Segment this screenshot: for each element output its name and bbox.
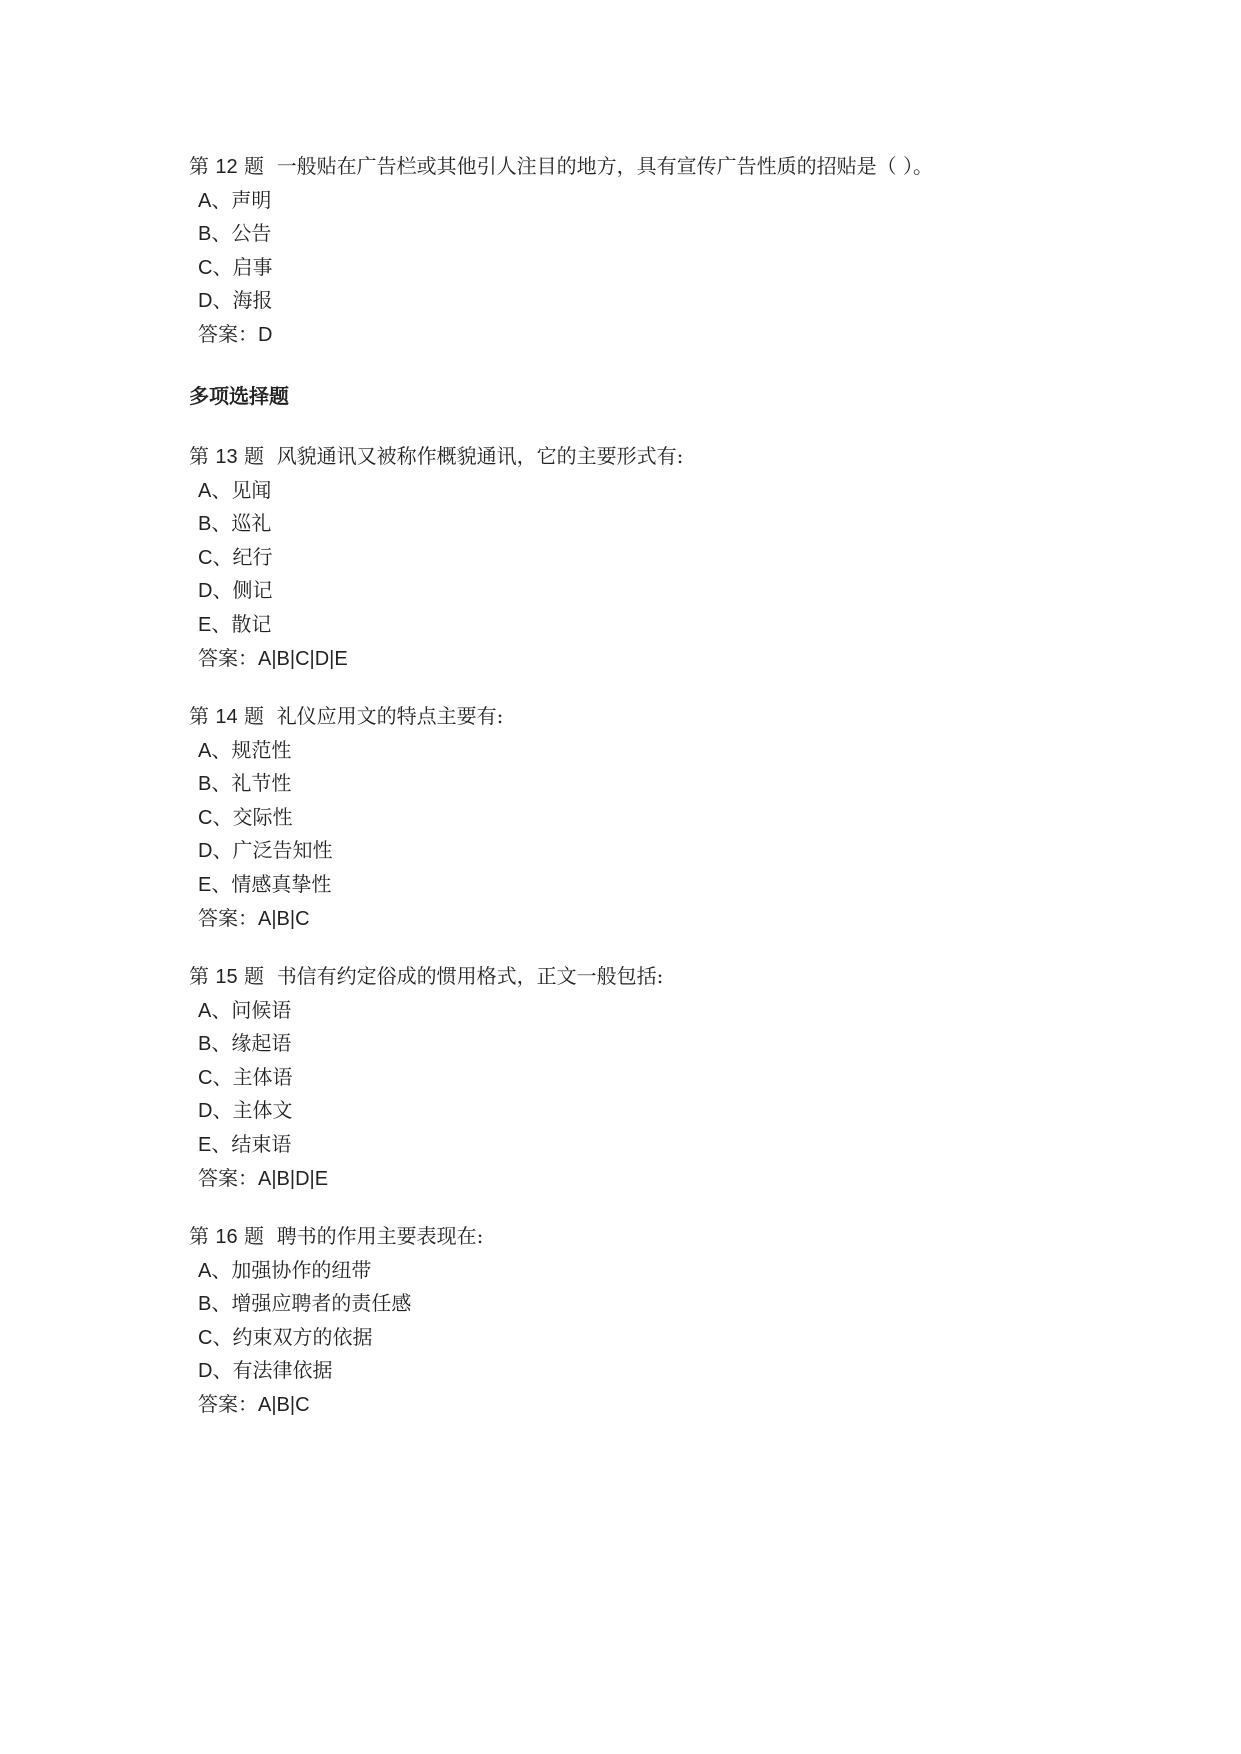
option-text: 约束双方的依据 bbox=[232, 1324, 373, 1349]
question-stem bbox=[189, 440, 683, 474]
option-text: 广泛告知性 bbox=[232, 838, 333, 863]
option-d bbox=[189, 1094, 663, 1128]
question-number: 12 bbox=[215, 156, 238, 178]
option-a bbox=[189, 734, 503, 768]
option-separator: 、 bbox=[212, 1324, 233, 1349]
option-text: 海报 bbox=[232, 288, 273, 313]
answer-line bbox=[189, 642, 683, 676]
answer-label: 答案： bbox=[198, 321, 258, 346]
answer-label: 答案： bbox=[198, 905, 258, 930]
option-separator: 、 bbox=[212, 288, 233, 313]
option-text: 声明 bbox=[231, 187, 272, 212]
question-16 bbox=[189, 1220, 483, 1422]
option-letter: C bbox=[198, 256, 213, 279]
option-d bbox=[189, 1354, 483, 1388]
option-separator: 、 bbox=[212, 578, 233, 603]
question-13 bbox=[189, 440, 683, 675]
option-letter: A bbox=[198, 739, 212, 762]
question-suffix: 题 bbox=[243, 444, 264, 468]
option-text: 纪行 bbox=[232, 544, 273, 569]
option-separator: 、 bbox=[211, 1031, 232, 1056]
answer-line bbox=[189, 318, 933, 352]
option-letter: B bbox=[198, 773, 212, 796]
option-separator: 、 bbox=[211, 1131, 232, 1156]
answer-label: 答案： bbox=[198, 645, 258, 670]
question-stem bbox=[189, 1220, 483, 1254]
option-separator: 、 bbox=[212, 254, 233, 279]
option-separator: 、 bbox=[211, 737, 232, 762]
question-prefix: 第 bbox=[189, 154, 209, 178]
option-c bbox=[189, 801, 503, 835]
option-letter: B bbox=[198, 1033, 212, 1056]
option-separator: 、 bbox=[211, 871, 232, 896]
option-a bbox=[189, 184, 933, 218]
option-letter: D bbox=[198, 580, 213, 603]
option-d bbox=[189, 284, 933, 318]
answer-line bbox=[189, 902, 503, 936]
option-letter: E bbox=[198, 613, 212, 636]
option-a bbox=[189, 474, 683, 508]
option-separator: 、 bbox=[212, 544, 233, 569]
option-a bbox=[189, 994, 663, 1028]
question-14 bbox=[189, 700, 503, 935]
question-12 bbox=[189, 150, 933, 352]
option-text: 情感真挚性 bbox=[231, 871, 332, 896]
option-letter: A bbox=[198, 1259, 212, 1282]
answer-value: D bbox=[258, 323, 273, 346]
answer-line bbox=[189, 1388, 483, 1422]
question-number: 13 bbox=[215, 446, 238, 468]
question-text: 书信有约定俗成的惯用格式，正文一般包括: bbox=[276, 964, 664, 988]
question-suffix: 题 bbox=[243, 154, 264, 178]
option-text: 规范性 bbox=[231, 737, 292, 762]
option-text: 公告 bbox=[231, 221, 272, 246]
option-separator: 、 bbox=[212, 838, 233, 863]
question-text: 一般贴在广告栏或其他引人注目的地方，具有宣传广告性质的招贴是（ ）。 bbox=[276, 154, 934, 178]
question-text: 风貌通讯又被称作概貌通讯，它的主要形式有: bbox=[276, 444, 684, 468]
option-letter: D bbox=[198, 840, 213, 863]
option-e bbox=[189, 1128, 663, 1162]
option-letter: B bbox=[198, 223, 212, 246]
option-letter: E bbox=[198, 1133, 212, 1156]
option-b bbox=[189, 507, 683, 541]
option-separator: 、 bbox=[212, 1098, 233, 1123]
option-text: 有法律依据 bbox=[232, 1358, 333, 1383]
question-text: 礼仪应用文的特点主要有: bbox=[276, 704, 504, 728]
question-number: 15 bbox=[215, 966, 238, 988]
option-c bbox=[189, 541, 683, 575]
option-separator: 、 bbox=[211, 221, 232, 246]
option-letter: A bbox=[198, 189, 212, 212]
option-letter: D bbox=[198, 1100, 213, 1123]
question-prefix: 第 bbox=[189, 704, 209, 728]
option-b bbox=[189, 767, 503, 801]
option-text: 加强协作的纽带 bbox=[231, 1257, 372, 1282]
option-c bbox=[189, 1321, 483, 1355]
option-text: 礼节性 bbox=[231, 771, 292, 796]
option-letter: C bbox=[198, 1066, 213, 1089]
question-15 bbox=[189, 960, 663, 1195]
option-d bbox=[189, 574, 683, 608]
option-text: 增强应聘者的责任感 bbox=[231, 1291, 412, 1316]
question-prefix: 第 bbox=[189, 964, 209, 988]
option-text: 巡礼 bbox=[231, 511, 272, 536]
option-e bbox=[189, 608, 683, 642]
option-letter: C bbox=[198, 1326, 213, 1349]
option-letter: C bbox=[198, 546, 213, 569]
option-a bbox=[189, 1254, 483, 1288]
option-letter: A bbox=[198, 479, 212, 502]
option-text: 散记 bbox=[231, 611, 272, 636]
option-separator: 、 bbox=[211, 187, 232, 212]
option-letter: D bbox=[198, 290, 213, 313]
option-b bbox=[189, 1287, 483, 1321]
answer-label: 答案： bbox=[198, 1391, 258, 1416]
option-text: 结束语 bbox=[231, 1131, 292, 1156]
option-letter: A bbox=[198, 999, 212, 1022]
answer-value: A|B|D|E bbox=[258, 1167, 329, 1190]
question-suffix: 题 bbox=[243, 1224, 264, 1248]
option-letter: E bbox=[198, 873, 212, 896]
answer-value: A|B|C bbox=[258, 1393, 310, 1416]
option-letter: C bbox=[198, 806, 213, 829]
option-separator: 、 bbox=[211, 771, 232, 796]
option-separator: 、 bbox=[211, 611, 232, 636]
option-d bbox=[189, 834, 503, 868]
option-b bbox=[189, 1027, 663, 1061]
question-suffix: 题 bbox=[243, 704, 264, 728]
question-prefix: 第 bbox=[189, 1224, 209, 1248]
option-c bbox=[189, 1061, 663, 1095]
option-separator: 、 bbox=[211, 477, 232, 502]
question-stem bbox=[189, 700, 503, 734]
option-text: 主体文 bbox=[232, 1098, 293, 1123]
option-separator: 、 bbox=[212, 804, 233, 829]
option-separator: 、 bbox=[212, 1064, 233, 1089]
option-separator: 、 bbox=[211, 511, 232, 536]
option-letter: B bbox=[198, 513, 212, 536]
question-stem bbox=[189, 150, 933, 184]
question-suffix: 题 bbox=[243, 964, 264, 988]
option-separator: 、 bbox=[211, 1257, 232, 1282]
option-e bbox=[189, 868, 503, 902]
option-letter: D bbox=[198, 1360, 213, 1383]
option-text: 问候语 bbox=[231, 997, 292, 1022]
question-number: 16 bbox=[215, 1226, 238, 1248]
option-text: 见闻 bbox=[231, 477, 272, 502]
answer-label: 答案： bbox=[198, 1165, 258, 1190]
answer-value: A|B|C bbox=[258, 907, 310, 930]
option-c bbox=[189, 251, 933, 285]
option-text: 缘起语 bbox=[231, 1031, 292, 1056]
answer-line bbox=[189, 1162, 663, 1196]
option-b bbox=[189, 217, 933, 251]
option-text: 启事 bbox=[232, 254, 273, 279]
question-prefix: 第 bbox=[189, 444, 209, 468]
option-text: 侧记 bbox=[232, 578, 273, 603]
question-number: 14 bbox=[215, 706, 238, 728]
option-separator: 、 bbox=[211, 1291, 232, 1316]
option-letter: B bbox=[198, 1293, 212, 1316]
option-separator: 、 bbox=[211, 997, 232, 1022]
option-separator: 、 bbox=[212, 1358, 233, 1383]
answer-value: A|B|C|D|E bbox=[258, 647, 348, 670]
question-text: 聘书的作用主要表现在: bbox=[276, 1224, 484, 1248]
section-heading: 多项选择题 bbox=[189, 384, 289, 408]
question-stem bbox=[189, 960, 663, 994]
option-text: 主体语 bbox=[232, 1064, 293, 1089]
option-text: 交际性 bbox=[232, 804, 293, 829]
